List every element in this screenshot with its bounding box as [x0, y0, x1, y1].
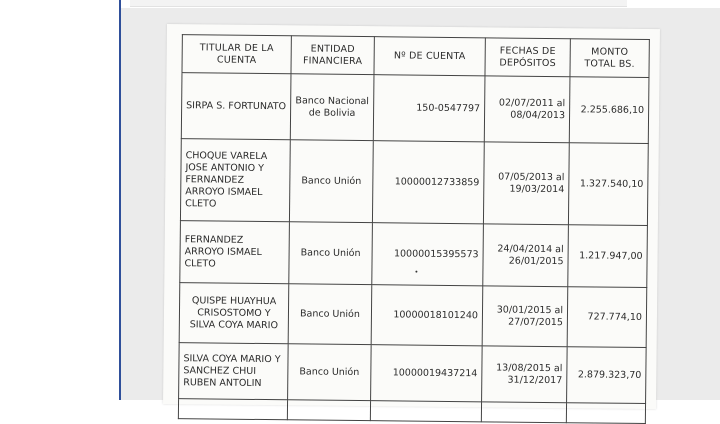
cell-titular: QUISPE HUAYHUA CRISOSTOMO Y SILVA COYA MARIO: [179, 283, 289, 344]
document-page: [163, 24, 660, 409]
cell-fechas: 07/05/2013 al 19/03/2014: [483, 142, 569, 225]
previous-page-edge: [130, 0, 627, 7]
cell-entidad: Banco Nacional de Bolivia: [290, 74, 374, 141]
header-numero-cuenta: Nº DE CUENTA: [374, 37, 485, 76]
left-margin: [0, 0, 120, 400]
accounts-table: [178, 34, 650, 424]
cell-numero-cuenta: 150-0547797: [373, 75, 485, 142]
cell-entidad: Banco Unión: [288, 284, 372, 345]
table-row: [179, 283, 647, 348]
table-row: [179, 343, 647, 404]
header-monto: MONTO TOTAL BS.: [570, 39, 649, 78]
table-row: [180, 221, 648, 288]
cell-fechas: 24/04/2014 al 26/01/2015: [483, 224, 569, 287]
cell-empty: [481, 402, 566, 423]
cell-empty: [178, 399, 287, 420]
cell-fechas: 13/08/2015 al 31/12/2017: [482, 346, 568, 403]
cell-titular: FERNANDEZ ARROYO ISMAEL CLETO: [180, 221, 290, 284]
cell-fechas: 02/07/2011 al 08/04/2013: [484, 76, 570, 143]
header-titular: TITULAR DE LA CUENTA: [182, 35, 291, 74]
header-fechas: FECHAS DE DEPÓSITOS: [485, 38, 570, 77]
cell-fechas: 30/01/2015 al 27/07/2015: [482, 286, 568, 347]
cell-entidad: Banco Unión: [289, 222, 373, 285]
cell-titular: SILVA COYA MARIO Y SANCHEZ CHUI RUBEN ANTOLIN: [179, 343, 289, 400]
table-header-row: [182, 35, 649, 78]
cell-numero-cuenta: 10000012733859: [372, 141, 484, 224]
cell-entidad: Banco Unión: [288, 344, 372, 401]
cell-monto: 727.774,10: [567, 287, 647, 348]
cell-numero-cuenta: 10000018101240: [371, 285, 483, 346]
table-row: [180, 139, 648, 226]
cell-titular: SIRPA S. FORTUNATO: [181, 73, 291, 140]
table-row: [181, 73, 649, 144]
cell-monto: 1.217.947,00: [568, 225, 648, 288]
cell-titular: CHOQUE VARELA JOSE ANTONIO Y FERNANDEZ ARROYO ISMAEL CLETO: [180, 139, 290, 222]
cell-monto: 2.879.323,70: [567, 347, 647, 404]
cell-monto: 1.327.540,10: [568, 143, 648, 226]
cell-empty: [370, 401, 481, 422]
cell-empty: [566, 403, 645, 424]
cell-empty: [287, 400, 370, 421]
cell-monto: 2.255.686,10: [569, 77, 649, 144]
header-entidad: ENTIDAD FINANCIERA: [291, 36, 374, 75]
table-row-partial: [178, 399, 645, 424]
cell-numero-cuenta: 10000019437214: [371, 345, 483, 402]
ink-speck: [415, 271, 417, 273]
cell-numero-cuenta: 10000015395573: [372, 223, 484, 286]
cell-entidad: Banco Unión: [289, 140, 373, 223]
